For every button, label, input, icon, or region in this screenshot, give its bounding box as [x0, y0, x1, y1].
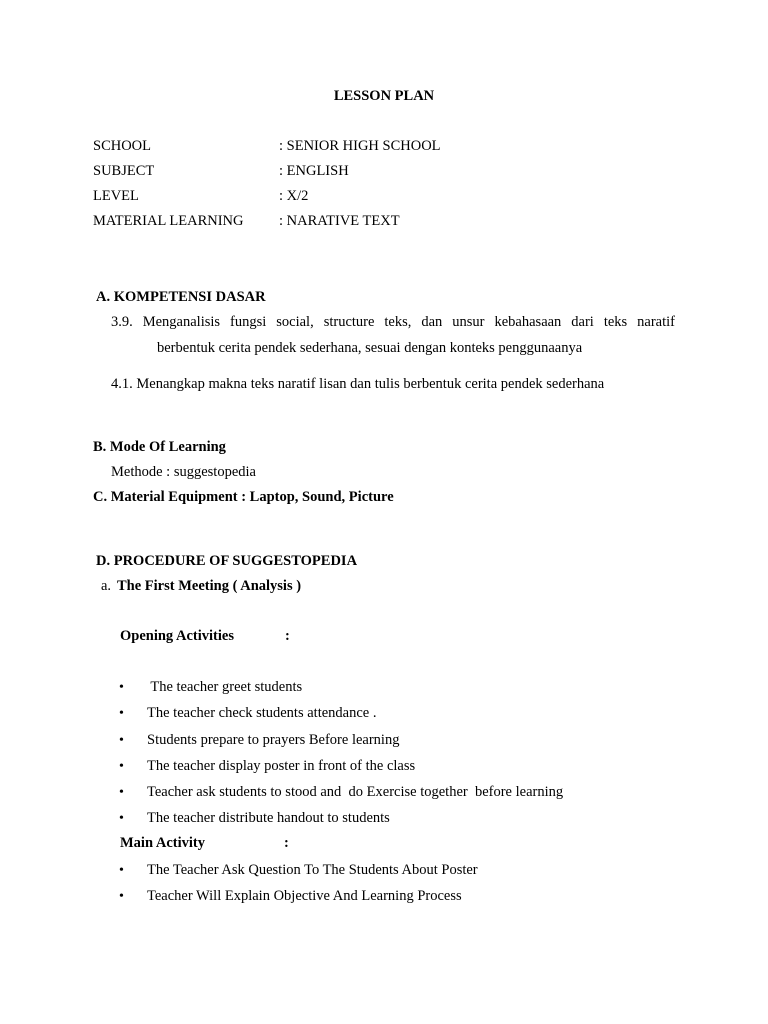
bullet-icon: •: [119, 759, 124, 774]
main-item: The Teacher Ask Question To The Students About Poster: [147, 862, 478, 878]
info-label-level: LEVEL: [93, 188, 139, 204]
info-value-school: : SENIOR HIGH SCHOOL: [279, 138, 441, 154]
info-label-subject: SUBJECT: [93, 163, 155, 179]
section-a-heading: A. KOMPETENSI DASAR: [96, 289, 266, 305]
opening-item: The teacher display poster in front of the class: [147, 758, 416, 774]
bullet-icon: •: [119, 889, 124, 904]
section-b-heading: B. Mode Of Learning: [93, 439, 226, 455]
bullet-icon: •: [119, 706, 124, 721]
info-value-subject: : ENGLISH: [279, 163, 349, 179]
info-value-level: : X/2: [279, 188, 309, 204]
main-activity-label: Main Activity: [120, 835, 205, 851]
meeting-prefix: a.: [101, 578, 112, 594]
opening-item: The teacher check students attendance .: [147, 705, 377, 721]
main-item: Teacher Will Explain Objective And Learning Process: [147, 888, 462, 904]
opening-item: Teacher ask students to stood and do Exercise together before learning: [147, 784, 564, 800]
section-d-heading: D. PROCEDURE OF SUGGESTOPEDIA: [96, 553, 358, 569]
document-title: LESSON PLAN: [333, 88, 435, 104]
bullet-icon: •: [119, 785, 124, 800]
info-value-material: : NARATIVE TEXT: [279, 213, 400, 229]
opening-item: Students prepare to prayers Before learning: [147, 732, 400, 748]
opening-activities-colon: :: [285, 628, 290, 644]
bullet-icon: •: [119, 680, 124, 695]
section-c-heading: C. Material Equipment : Laptop, Sound, Picture: [93, 489, 394, 505]
competency-4-1: 4.1. Menangkap makna teks naratif lisan dan tulis berbentuk cerita pendek sederhana: [111, 376, 605, 392]
main-activity-colon: :: [284, 835, 289, 851]
competency-3-9-line2: berbentuk cerita pendek sederhana, sesuai dengan konteks penggunaanya: [157, 340, 583, 356]
bullet-icon: •: [119, 811, 124, 826]
info-label-school: SCHOOL: [93, 138, 152, 154]
bullet-icon: •: [119, 863, 124, 878]
opening-activities-label: Opening Activities: [120, 628, 234, 644]
competency-3-9-line1: 3.9. Menganalisis fungsi social, structure teks, dan unsur kebahasaan dari teks naratif: [111, 314, 675, 330]
bullet-icon: •: [119, 733, 124, 748]
opening-item: The teacher distribute handout to students: [147, 810, 390, 826]
opening-item: The teacher greet students: [147, 679, 303, 695]
meeting-title: The First Meeting ( Analysis ): [117, 578, 302, 594]
info-label-material: MATERIAL LEARNING: [93, 213, 244, 229]
learning-method: Methode : suggestopedia: [111, 464, 256, 480]
